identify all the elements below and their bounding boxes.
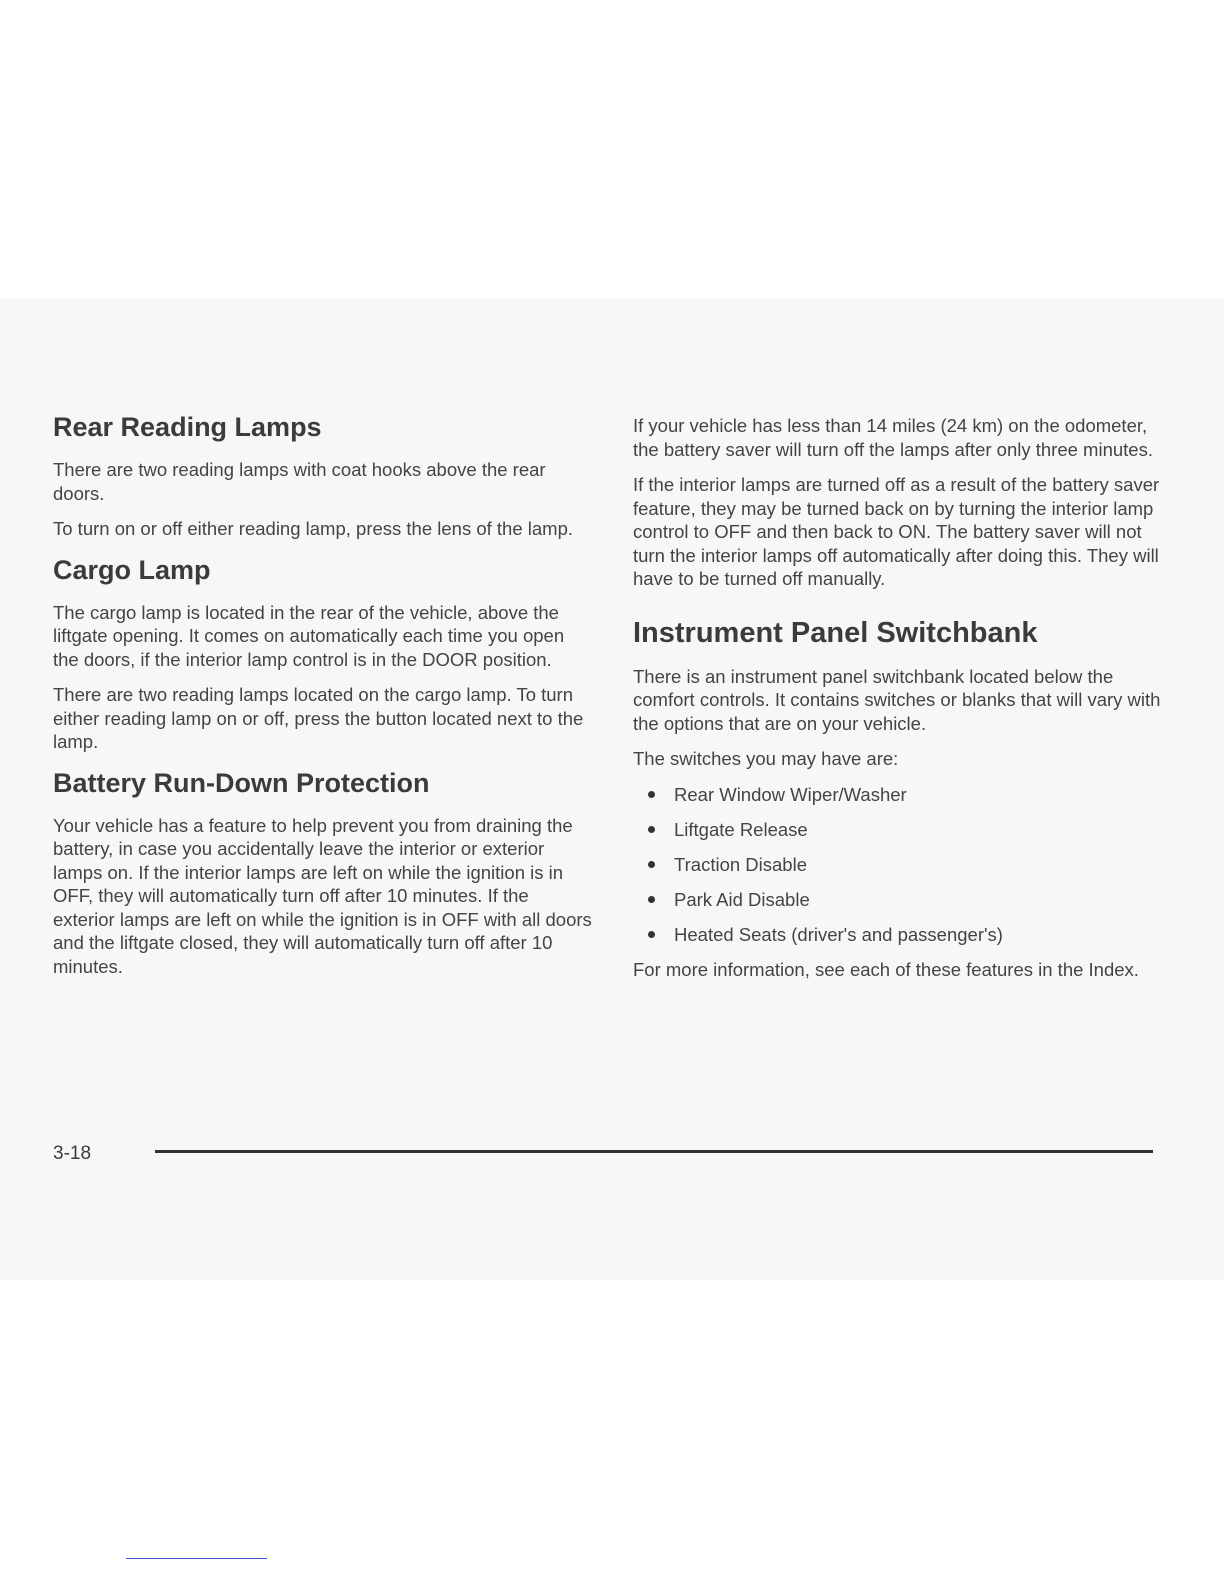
footer-rule [155,1150,1153,1153]
paragraph: For more information, see each of these features in the Index. [633,958,1139,980]
list-item-text: Liftgate Release [674,818,808,840]
bullet-icon [648,896,655,903]
page-number: 3-18 [53,1143,92,1164]
bullet-icon [648,861,655,868]
paragraph: To turn on or off either reading lamp, press the lens of the lamp. [53,518,574,539]
paragraph: The cargo lamp is located in the rear of the vehicle, above the liftgate opening. It comes on automatically each time you open the doors, if the interior lamp control is in the DOOR position. [53,601,565,670]
heading-battery-run-down-protection: Battery Run-Down Protection [53,767,430,798]
paragraph: There is an instrument panel switchbank located below the comfort controls. It contains switches or blanks that will vary with the options that are on your vehicle. [633,665,1161,734]
bullet-icon [648,791,655,798]
list-item [633,923,1173,947]
paragraph: There are two reading lamps located on the cargo lamp. To turn either reading lamp on or off, press the button located next to the lamp. [53,684,584,752]
paragraph: If the interior lamps are turned off as a result of the battery saver feature, they may be turned back on by turning the interior lamp control to OFF and then back to ON. The battery saver will not turn the interior lamps off automatically after doing this. They will have to be turned off manually. [633,474,1160,589]
list-item-text: Rear Window Wiper/Washer [674,783,907,805]
heading-instrument-panel-switchbank: Instrument Panel Switchbank [633,616,1038,649]
paragraph: If your vehicle has less than 14 miles (24 km) on the odometer, the battery saver will turn off the lamps after only three minutes. [633,415,1153,460]
right-column [633,414,1173,993]
list-item [633,783,1173,807]
list-item [633,818,1173,842]
bullet-icon [648,826,655,833]
heading-rear-reading-lamps: Rear Reading Lamps [53,412,322,442]
list-item-text: Heated Seats (driver's and passenger's) [674,923,1003,945]
list-item [633,853,1173,877]
paragraph: Your vehicle has a feature to help prevent you from draining the battery, in case you accidentally leave the interior or exterior lamps on. If the interior lamps are left on while the ignition is in OFF, they will automatically turn off after 10 minutes. If the exterior lamps are left on while the ignition is in OFF with all doors and the liftgate closed, they will automatically turn off after 10 minutes. [53,814,592,977]
list-item [633,888,1173,912]
bullet-icon [648,931,655,938]
heading-cargo-lamp: Cargo Lamp [53,554,211,585]
paragraph: There are two reading lamps with coat hooks above the rear doors. [53,459,546,504]
left-column [53,410,593,990]
paragraph: The switches you may have are: [633,748,899,769]
link-underline [126,1558,267,1559]
switch-list [633,783,1173,947]
list-item-text: Traction Disable [674,853,807,875]
list-item-text: Park Aid Disable [674,888,810,910]
